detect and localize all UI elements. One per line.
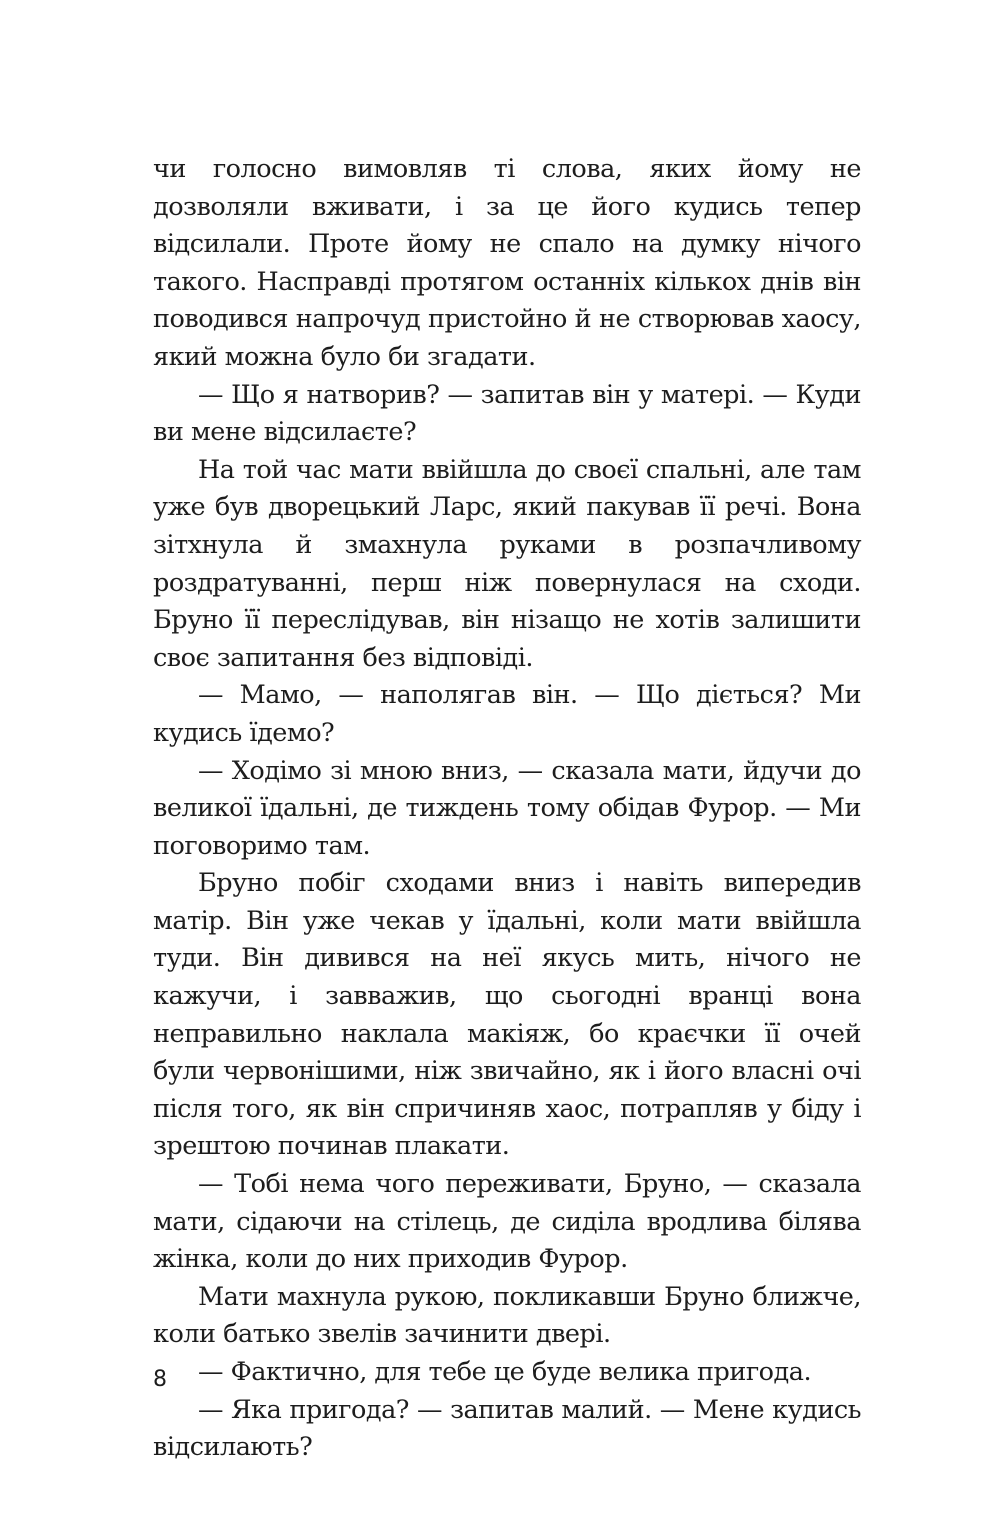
paragraph: — Що я натворив? — запитав він у матері. — Куди ви мене відсилаєте?: [153, 379, 861, 448]
paragraph: Бруно побіг сходами вниз і навіть випередив матір. Він уже чекав у їдальні, коли мати ввійшла туди. Він дивився на неї якусь мить, нічого не кажучи, і завважив, що сьогодні вранці вона неправильно наклала макіяж, бо краєчки її очей були червонішими, ніж звичайно, як і його власні очі після того, як він спричиняв хаос, потрапляв у біду і зрештою починав плакати.: [153, 868, 861, 1162]
paragraph: чи голосно вимовляв ті слова, яких йому не дозволяли вживати, і за це його кудись тепер відсилали. Проте йому не спало на думку нічого такого. Насправді протягом останніх кількох днів він поводився напрочуд пристойно й не створював хаосу, який можна було би згадати.: [153, 154, 861, 372]
paragraph: — Ходімо зі мною вниз, — сказала мати, йдучи до великої їдальні, де тиждень тому обідав Фурор. — Ми поговоримо там.: [153, 755, 861, 861]
paragraph: — Тобі нема чого переживати, Бруно, — сказала мати, сідаючи на стілець, де сиділа вродлива білява жінка, коли до них приходив Фурор.: [153, 1169, 861, 1275]
paragraph: — Фактично, для тебе це буде велика пригода.: [198, 1357, 812, 1387]
paragraph: — Яка пригода? — запитав малий. — Мене кудись відсилають?: [153, 1394, 861, 1463]
paragraph: Мати махнула рукою, покликавши Бруно ближче, коли батько звелів зачинити двері.: [153, 1281, 861, 1350]
paragraph: — Мамо, — наполягав він. — Що діється? Ми кудись їдемо?: [153, 680, 861, 748]
paragraph: На той час мати ввійшла до своєї спальні, але там уже був дворецький Ларс, який пакував її речі. Вона зітхнула й змахнула руками в розпачливому роздратуванні, перш ніж повернулася на сходи. Бруно її переслідував, він нізащо не хотів залишити своє запитання без відповіді.: [153, 454, 861, 673]
body-text: [153, 151, 861, 1467]
page-number: 8: [153, 1367, 167, 1392]
